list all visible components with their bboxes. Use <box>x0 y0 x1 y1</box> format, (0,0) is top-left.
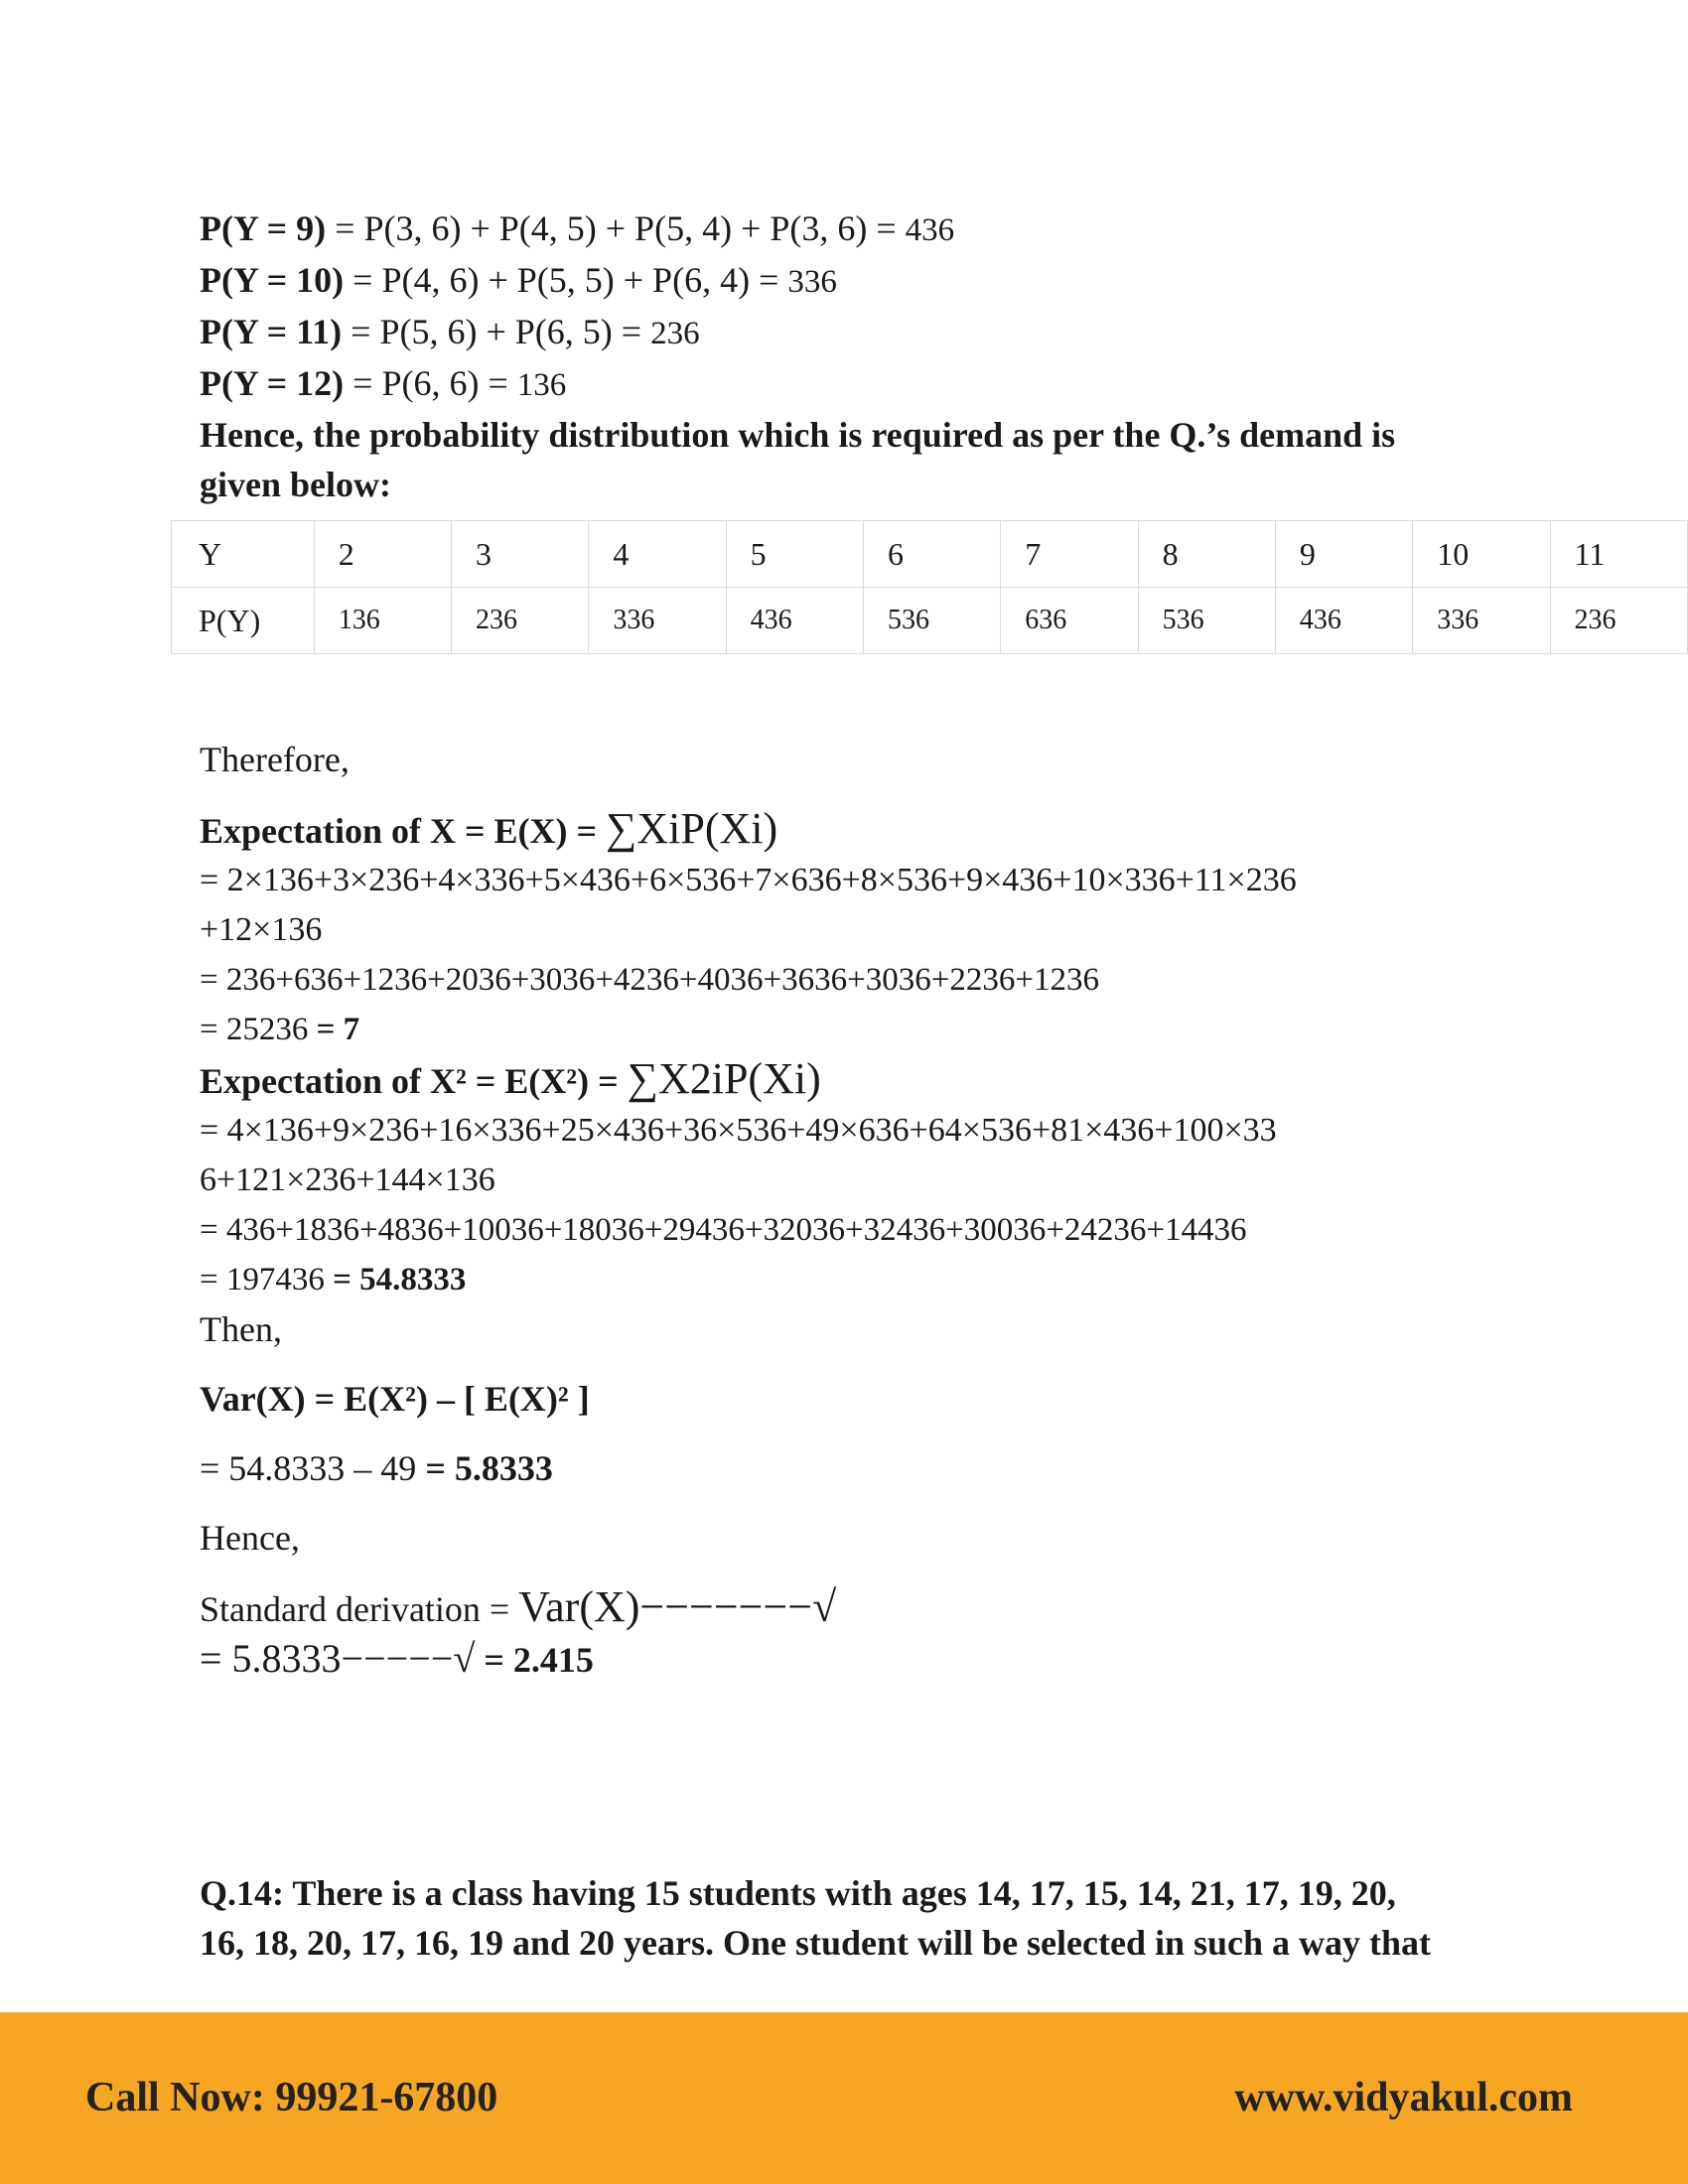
table-header-cell: 8 <box>1138 521 1275 588</box>
variance-value: = 5.8333 <box>425 1448 553 1488</box>
table-header-cell: 3 <box>452 521 589 588</box>
expectation-x-step1: = 2×136+3×236+4×336+5×436+6×536+7×636+8×536+9×436+10×336+11×236 <box>200 862 1297 898</box>
table-cell: 636 <box>1001 588 1138 654</box>
py9-expression: = P(3, 6) + P(4, 5) + P(5, 4) + P(3, 6) = <box>326 208 906 248</box>
table-cell: 136 <box>314 588 451 654</box>
probability-distribution-table <box>171 520 1688 654</box>
expectation-x2-fraction: = 197436 <box>200 1262 334 1297</box>
std-deviation-formula: Var(X)−−−−−−−√ <box>518 1582 837 1631</box>
call-now-text[interactable]: Call Now: 99921-67800 <box>85 2075 498 2120</box>
py10-label: P(Y = 10) <box>200 260 345 300</box>
py11-label: P(Y = 11) <box>200 312 343 351</box>
table-row <box>172 588 1688 654</box>
std-deviation-expression: = 5.8333−−−−−√ <box>200 1636 476 1681</box>
std-deviation-value: = 2.415 <box>475 1640 594 1680</box>
table-header-cell: 10 <box>1413 521 1550 588</box>
py11-expression: = P(5, 6) + P(6, 5) = <box>342 312 651 351</box>
table-row <box>172 521 1688 588</box>
py11-line <box>200 307 1490 358</box>
website-link[interactable]: www.vidyakul.com <box>1234 2075 1573 2120</box>
expectation-x-value: = 7 <box>316 1012 360 1047</box>
expectation-x-fraction: = 25236 <box>200 1012 317 1047</box>
table-header-cell: 9 <box>1275 521 1412 588</box>
py9-value: 436 <box>905 212 955 248</box>
expectation-x-formula: ∑XiP(Xi) <box>606 804 778 853</box>
py10-expression: = P(4, 6) + P(5, 5) + P(6, 4) = <box>344 260 788 300</box>
calculation-block <box>200 735 1490 1685</box>
variance-result <box>200 1443 1490 1493</box>
py11-value: 236 <box>650 316 700 351</box>
expectation-x2-value: = 54.8333 <box>333 1262 467 1297</box>
std-deviation-label: Standard derivation = <box>200 1589 519 1629</box>
py10-value: 336 <box>787 264 837 300</box>
py9-label: P(Y = 9) <box>200 208 327 248</box>
expectation-x2-result <box>200 1255 1490 1304</box>
std-deviation-heading <box>200 1582 1490 1634</box>
expectation-x2-step1: = 4×136+9×236+16×336+25×436+36×536+49×636+64×536+81×436+100×33 <box>200 1112 1277 1149</box>
table-cell: P(Y) <box>172 588 315 654</box>
variance-heading: Var(X) = E(X²) – [ E(X)² ] <box>200 1379 590 1419</box>
therefore-text: Therefore, <box>200 740 350 779</box>
expectation-x2-label: Expectation of X² = E(X²) = <box>200 1061 628 1101</box>
py12-line <box>200 358 1490 410</box>
expectation-x2-step3: = 436+1836+4836+10036+18036+29436+32036+32436+30036+24236+14436 <box>200 1212 1247 1248</box>
expectation-x-step3: = 236+636+1236+2036+3036+4236+4036+3636+3036+2236+1236 <box>200 962 1099 998</box>
table-cell: 336 <box>1413 588 1550 654</box>
py10-line <box>200 255 1490 307</box>
std-deviation-result <box>200 1634 1490 1685</box>
footer-banner <box>0 2012 1688 2184</box>
solution-text <box>200 204 1490 509</box>
expectation-x-step2: +12×136 <box>200 911 323 948</box>
expectation-x2-heading <box>200 1054 1490 1106</box>
expectation-x-label: Expectation of X = E(X) = <box>200 811 606 851</box>
variance-expression: = 54.8333 – 49 <box>200 1448 426 1488</box>
table-header-cell: 6 <box>863 521 1000 588</box>
hence-intro-line2: given below: <box>200 465 391 504</box>
hence-intro-line1: Hence, the probability distribution which is required as per the Q.’s demand is <box>200 415 1396 455</box>
table-cell: 336 <box>589 588 726 654</box>
hence-text: Hence, <box>200 1518 300 1558</box>
expectation-x2-formula: ∑X2iP(Xi) <box>627 1054 821 1103</box>
py9-line <box>200 204 1490 255</box>
question-14 <box>200 1868 1490 1968</box>
py12-value: 136 <box>516 367 567 403</box>
expectation-x2-step2: 6+121×236+144×136 <box>200 1161 495 1198</box>
py12-expression: = P(6, 6) = <box>344 363 517 403</box>
table-cell: 536 <box>863 588 1000 654</box>
question-line2: 16, 18, 20, 17, 16, 19 and 20 years. One student will be selected in such a way that <box>200 1923 1432 1963</box>
table-header-cell: 7 <box>1001 521 1138 588</box>
py12-label: P(Y = 12) <box>200 363 345 403</box>
question-line1: Q.14: There is a class having 15 students with ages 14, 17, 15, 14, 21, 17, 19, 20, <box>200 1873 1396 1913</box>
table-header-cell: 11 <box>1550 521 1687 588</box>
table-cell: 436 <box>726 588 863 654</box>
then-text: Then, <box>200 1309 282 1349</box>
table-cell: 436 <box>1275 588 1412 654</box>
table-header-cell: 4 <box>589 521 726 588</box>
expectation-x-heading <box>200 804 1490 856</box>
table-cell: 536 <box>1138 588 1275 654</box>
table-cell: 236 <box>1550 588 1687 654</box>
table-header-cell: Y <box>172 521 315 588</box>
table-header-cell: 2 <box>314 521 451 588</box>
expectation-x-result <box>200 1005 1490 1054</box>
table-cell: 236 <box>452 588 589 654</box>
table-header-cell: 5 <box>726 521 863 588</box>
